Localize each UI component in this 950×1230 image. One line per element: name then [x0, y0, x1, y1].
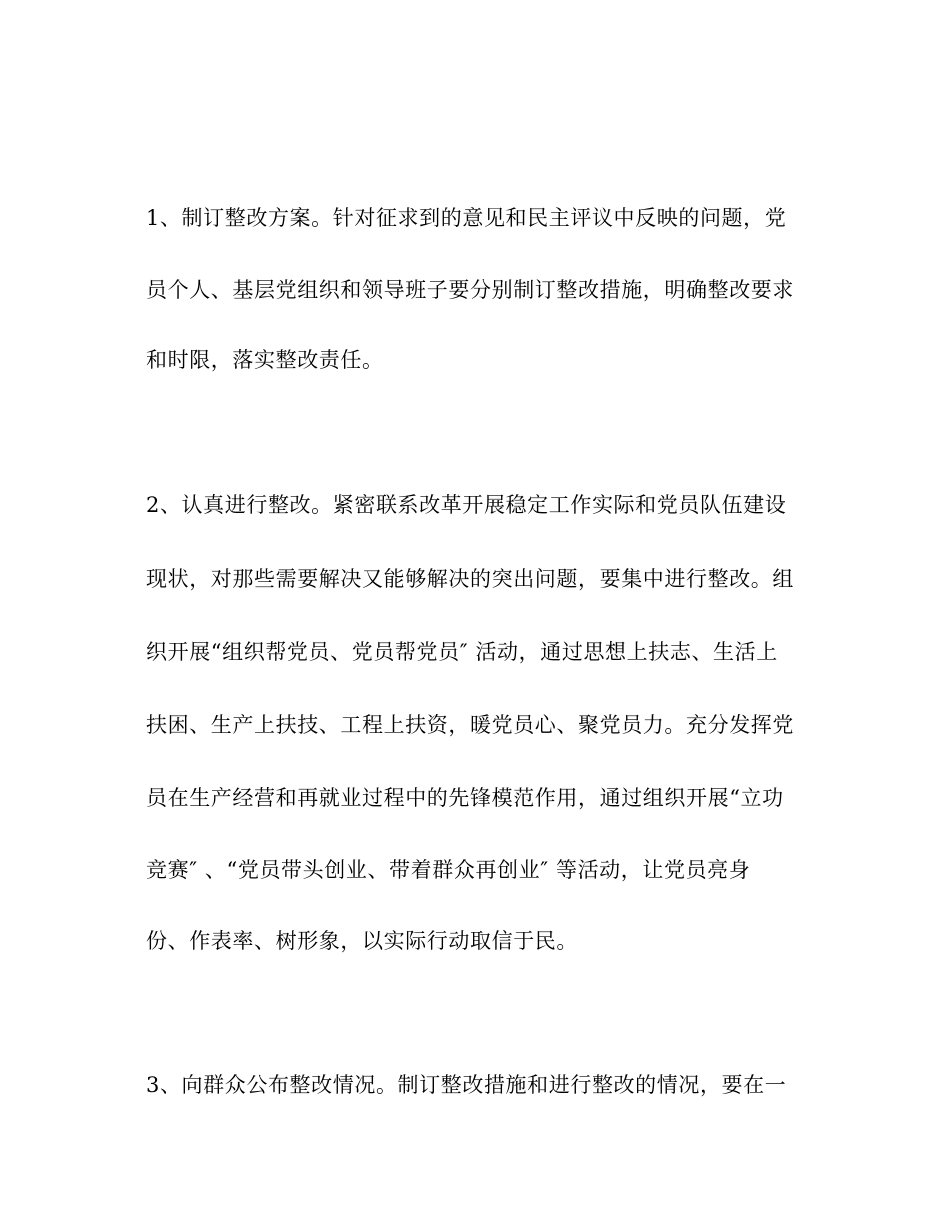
text-line: 织开展“组织帮党员、党员帮党员″ 活动，通过思想上扶志、生活上 — [146, 640, 778, 664]
text-line: 竞赛″ 、“党员带头创业、带着群众再创业″ 等活动，让党员亮身 — [146, 858, 751, 882]
text-line: 扶困、生产上扶技、工程上扶资，暖党员心、聚党员力。充分发挥党 — [146, 713, 794, 737]
text-line: 现状，对那些需要解决又能够解决的突出问题，要集中进行整改。组 — [146, 567, 794, 591]
text-line: 和时限，落实整改责任。 — [146, 348, 384, 372]
text-line: 员在生产经营和再就业过程中的先锋模范作用，通过组织开展“立功 — [146, 786, 784, 810]
text-line: 2、认真进行整改。紧密联系改革开展稳定工作实际和党员队伍建设 — [146, 493, 787, 517]
text-line: 1、制订整改方案。针对征求到的意见和民主评议中反映的问题，党 — [146, 206, 787, 230]
text-line: 3、向群众公布整改情况。制订整改措施和进行整改的情况，要在一 — [146, 1073, 787, 1097]
text-line: 员个人、基层党组织和领导班子要分别制订整改措施，明确整改要求 — [146, 278, 794, 302]
text-line: 份、作表率、树形象，以实际行动取信于民。 — [146, 929, 578, 953]
